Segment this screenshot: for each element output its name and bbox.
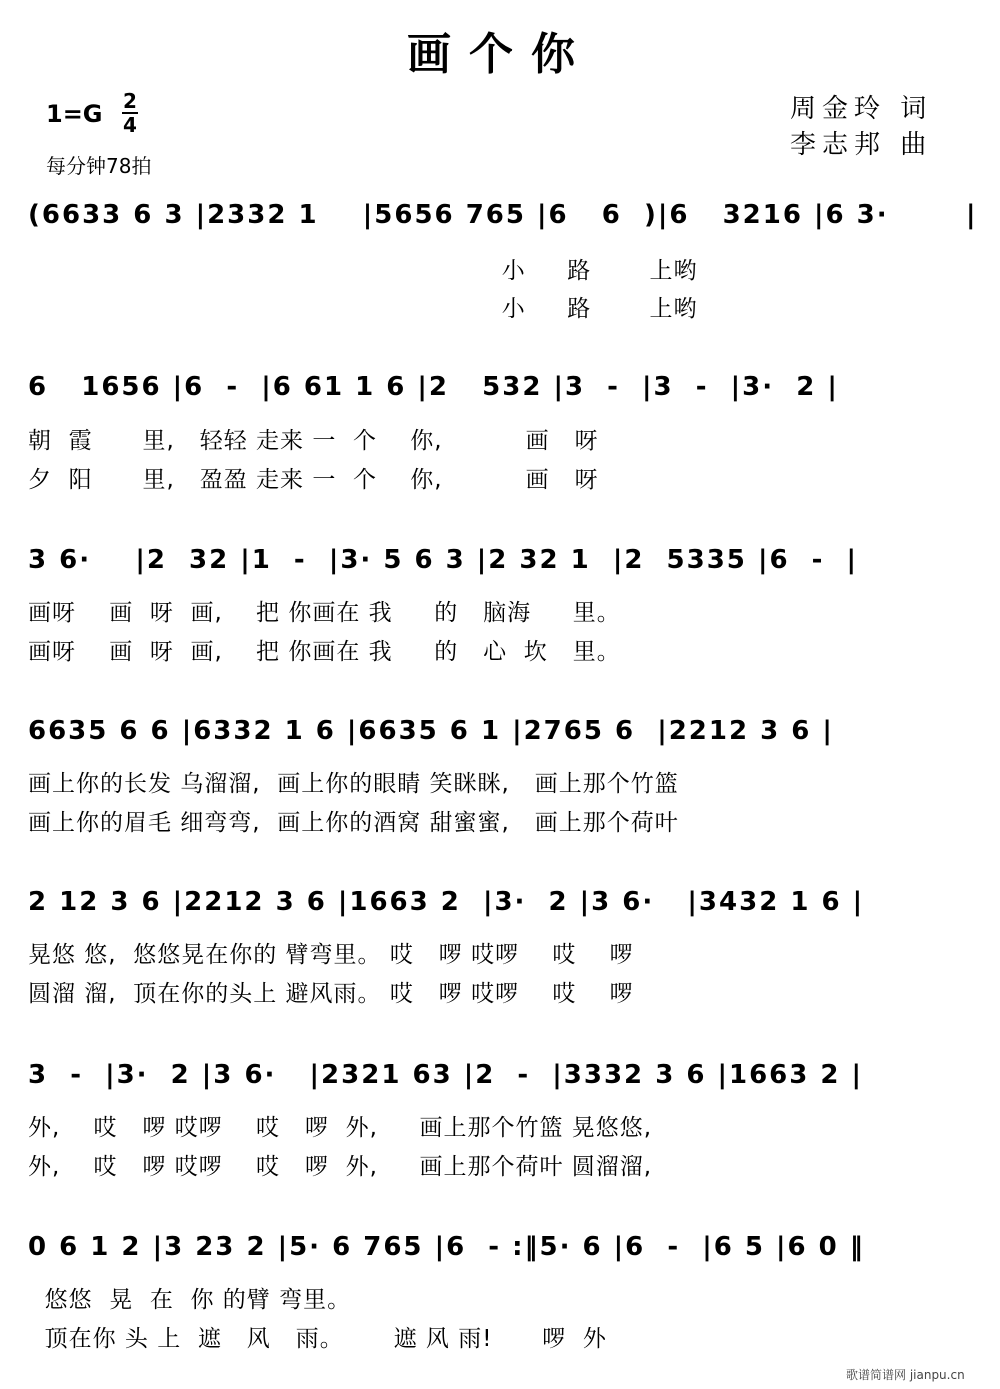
lyric-row-5-verse-2: 圆溜 溜, 顶在你的头上 避风雨。 哎 啰 哎啰 哎 啰 bbox=[28, 981, 634, 1007]
notation-row-3: 3 6· |2 32 |1 - |3· 5 6 3 |2 32 1 |2 5335 |6 - | bbox=[28, 545, 859, 575]
tempo-marking: 每分钟78拍 bbox=[46, 154, 152, 178]
lyric-row-1-verse-1: 小 路 上哟 bbox=[28, 258, 698, 284]
lyric-row-6-verse-1: 外, 哎 啰 哎啰 哎 啰 外, 画上那个竹篮 晃悠悠, bbox=[28, 1115, 653, 1141]
lyric-row-5-verse-1: 晃悠 悠, 悠悠晃在你的 臂弯里。 哎 啰 哎啰 哎 啰 bbox=[28, 942, 634, 968]
lyric-row-3-verse-2: 画呀 画 呀 画, 把 你画在 我 的 心 坎 里。 bbox=[28, 639, 621, 665]
site-watermark: 歌谱简谱网 jianpu.cn bbox=[846, 1368, 965, 1382]
lyric-row-4-verse-1: 画上你的长发 乌溜溜, 画上你的眼睛 笑眯眯, 画上那个竹篮 bbox=[28, 771, 679, 797]
notation-row-2: 6 1656 |6 - |6 61 1 6 |2 532 |3 - |3 - |3· 2 | bbox=[28, 372, 839, 402]
notation-row-4: 6635 6 6 |6332 1 6 |6635 6 1 |2765 6 |2212 3 6 | bbox=[28, 716, 834, 746]
time-signature-top: 2 bbox=[123, 89, 137, 113]
composer-credit: 李志邦 曲 bbox=[790, 130, 933, 160]
lyric-row-7-verse-2: 顶在你 头 上 遮 风 雨。 遮 风 雨! 啰 外 bbox=[28, 1326, 607, 1352]
key-signature: 1=G bbox=[46, 100, 103, 128]
lyric-row-2-verse-1: 朝 霞 里, 轻轻 走来 一 个 你, 画 呀 bbox=[28, 428, 599, 454]
lyric-row-2-verse-2: 夕 阳 里, 盈盈 走来 一 个 你, 画 呀 bbox=[28, 467, 599, 493]
lyric-row-6-verse-2: 外, 哎 啰 哎啰 哎 啰 外, 画上那个荷叶 圆溜溜, bbox=[28, 1154, 653, 1180]
time-signature bbox=[120, 90, 140, 136]
song-title: 画个你 bbox=[407, 29, 593, 80]
notation-row-6: 3 - |3· 2 |3 6· |2321 63 |2 - |3332 3 6 |1663 2 | bbox=[28, 1060, 864, 1090]
notation-row-5: 2 12 3 6 |2212 3 6 |1663 2 |3· 2 |3 6· |3432 1 6 | bbox=[28, 887, 865, 917]
time-signature-bottom: 4 bbox=[123, 113, 137, 137]
notation-row-7: 0 6 1 2 |3 23 2 |5· 6 765 |6 - :‖5· 6 |6 - |6 5 |6 0 ‖ bbox=[28, 1232, 865, 1262]
lyric-row-7-verse-1: 悠悠 晃 在 你 的臂 弯里。 bbox=[28, 1287, 352, 1313]
lyricist-credit: 周金玲 词 bbox=[790, 94, 933, 124]
lyric-row-3-verse-1: 画呀 画 呀 画, 把 你画在 我 的 脑海 里。 bbox=[28, 600, 621, 626]
notation-row-1: (6633 6 3 |2332 1 |5656 765 |6 6 )|6 3216 |6 3· | bbox=[28, 200, 978, 230]
lyric-row-4-verse-2: 画上你的眉毛 细弯弯, 画上你的酒窝 甜蜜蜜, 画上那个荷叶 bbox=[28, 810, 679, 836]
lyric-row-1-verse-2: 小 路 上哟 bbox=[28, 296, 698, 322]
